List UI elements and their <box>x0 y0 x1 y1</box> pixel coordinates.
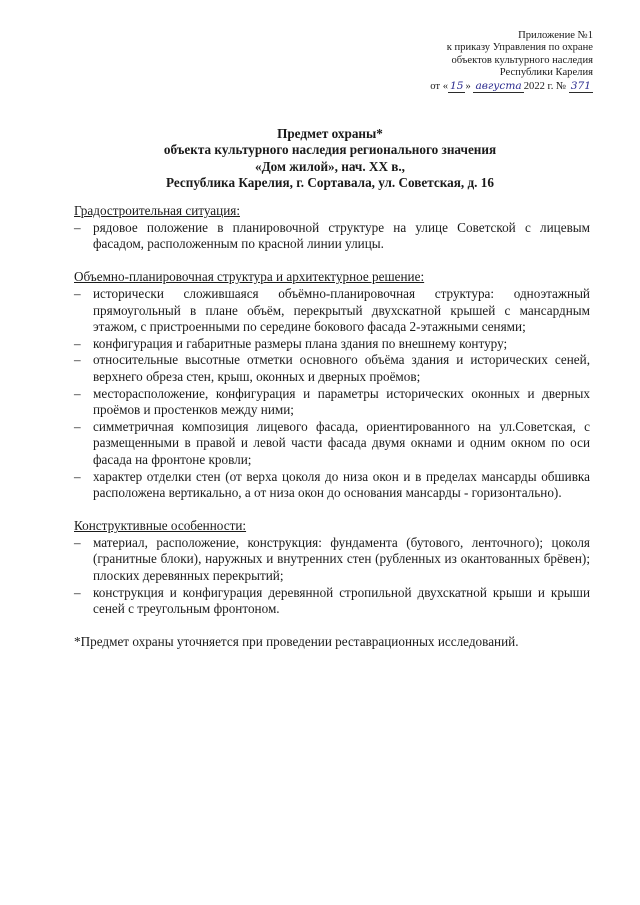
section-urban-planning <box>74 203 590 253</box>
list-item: – рядовое положение в планировочной структуре на улице Советской с лицевым фасадом, расположенным по красной линии улицы. <box>74 220 590 253</box>
title-line-1: Предмет охраны* <box>277 126 383 141</box>
section-list <box>74 286 590 502</box>
section-list <box>74 220 590 253</box>
title-line-3: «Дом жилой», нач. XX в., <box>255 158 405 174</box>
section-list <box>74 535 590 618</box>
list-item: – симметричная композиция лицевого фасада, ориентированного на ул.Советская, с размещенными в правой и левой части фасада двумя окнами и одним окном по оси фасада на фронтоне кровли; <box>74 419 590 469</box>
title-line-2: объекта культурного наследия регионального значения <box>163 142 497 158</box>
list-item: – месторасположение, конфигурация и параметры исторических оконных и дверных проёмов и простенков между ними; <box>74 386 590 419</box>
list-item: – конструкция и конфигурация деревянной стропильной двухскатной крыши и крыши сеней с треугольным фронтоном. <box>74 585 590 618</box>
section-heading: Конструктивные особенности: <box>74 518 247 534</box>
date-mid: » <box>465 80 471 92</box>
document-title <box>60 126 600 192</box>
list-item: – конфигурация и габаритные размеры плана здания по внешнему контуру; <box>74 336 590 353</box>
list-item: – исторически сложившаяся объёмно-планировочная структура: одноэтажный прямоугольный в плане объём, перекрытый двухскатной крышей с мансардным этажом, с пристроенными по середине бокового фасада 2-этажными сенями; <box>74 286 590 336</box>
section-volume-planning <box>74 269 590 501</box>
appendix-line-1: Приложение №1 <box>518 30 593 41</box>
list-item: – характер отделки стен (от верха цоколя до низа окон и в пределах мансарды обшивка расположена вертикально, а от низа окон до основания мансарды - горизонтально). <box>74 469 590 502</box>
appendix-date-line <box>430 80 593 93</box>
handwritten-order-number: 371 <box>570 79 591 92</box>
appendix-line-3: объектов культурного наследия <box>451 54 593 66</box>
section-heading: Объемно-планировочная структура и архитектурное решение: <box>74 269 425 285</box>
list-item: – относительные высотные отметки основного объёма здания и исторических сеней, верхнего обреза стен, крыш, оконных и дверных проёмов; <box>74 352 590 385</box>
section-heading: Градостроительная ситуация: <box>74 203 240 218</box>
date-year: 2022 г. № <box>523 80 567 92</box>
appendix-line-2: к приказу Управления по охране <box>446 42 593 54</box>
list-item: – материал, расположение, конструкция: фундамента (бутового, ленточного); цоколя (гранитные блоки), наружных и внутренних стен (рубленных из окантованных брёвен); плоских деревянных перекрытий; <box>74 535 590 585</box>
handwritten-month: августа <box>475 79 522 92</box>
title-line-4: Республика Карелия, г. Сортавала, ул. Советская, д. 16 <box>166 175 494 191</box>
date-prefix: от « <box>430 80 448 92</box>
appendix-line-4: Республики Карелия <box>499 67 593 79</box>
handwritten-day: 15 <box>450 79 464 92</box>
appendix-header <box>430 30 593 93</box>
document-body <box>74 203 590 651</box>
footnote: *Предмет охраны уточняется при проведении реставрационных исследований. <box>74 634 519 650</box>
section-structural-features <box>74 518 590 618</box>
